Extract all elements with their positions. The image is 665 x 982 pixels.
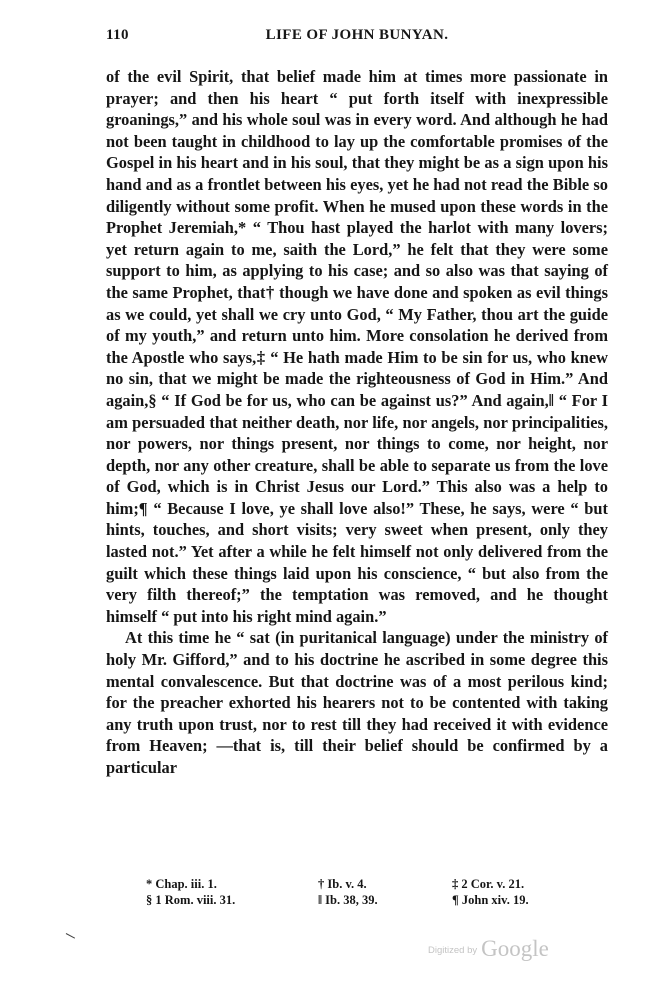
footnote: § 1 Rom. viii. 31. [146,893,236,907]
footnote-row [146,892,586,908]
footnote: † Ib. v. 4. [318,877,367,891]
watermark-prefix: Digitized by [428,945,478,956]
page-header [106,27,608,49]
page-number: 110 [106,27,129,43]
paragraph-2: At this time he “ sat (in puritanical language) under the ministry of holy Mr. Gifford,” and to his doctrine he ascribed in some degree this mental convalescence. But that doctrine was of a most perilous kind; for the preacher exhorted his hearers not to be contented with taking any truth upon trust, nor to rest till they had received it with evidence from Heaven; —that is, till their belief should be confirmed by a particular [106,628,608,777]
body-text [106,66,608,779]
footnotes [146,876,586,908]
digitized-watermark [428,936,549,962]
stray-mark [63,933,75,944]
footnote-row [146,876,586,892]
paragraph-1: of the evil Spirit, that belief made him at times more passionate in prayer; and then his heart “ put forth itself with inexpressible groanings,” and his whole soul was in every word. And although he had not been taught in childhood to lay up the comfortable promises of the Gospel in his heart and in his soul, that they might be as a sign upon his hand and as a frontlet between his eyes, yet he had not read the Bible so diligently without some profit. When he mused upon these words in the Prophet Jeremiah,* “ Thou hast played the harlot with many lovers; yet return again to me, saith the Lord,” he felt that they were some support to him, as applying to his case; and so also was that saying of the same Prophet, that† though we have done and spoken as evil things as we could, yet shall we cry unto God, “ My Father, thou art the guide of my youth,” and return unto him. More consolation he derived from the Apostle who says,‡ “ He hath made Him to be sin for us, who knew no sin, that we might be made the righteousness of God in Him.” And again,§ “ If God be for us, who can be against us?” And again,‖ “ For I am persuaded that neither death, nor life, nor angels, nor principalities, nor powers, nor things present, nor things to come, nor height, nor depth, nor any other creature, shall be able to separate us from the love of God, which is in Christ Jesus our Lord.” This also was a help to him;¶ “ Because I love, ye shall love also!” These, he says, were “ but hints, touches, and short visits; very sweet when present, only they lasted not.” Yet after a while he felt himself not only delivered from the guilt which these things laid upon his conscience, “ but also from the very filth thereof;” the temptation was removed, and he thought himself “ put into his right mind again.” [106,67,608,626]
running-head: LIFE OF JOHN BUNYAN. [265,27,449,43]
footnote: ‡ 2 Cor. v. 21. [452,877,525,891]
footnote: ‖ Ib. 38, 39. [318,893,378,907]
footnote: * Chap. iii. 1. [146,877,217,891]
google-logo: Google [481,936,549,961]
footnote: ¶ John xiv. 19. [452,893,529,907]
